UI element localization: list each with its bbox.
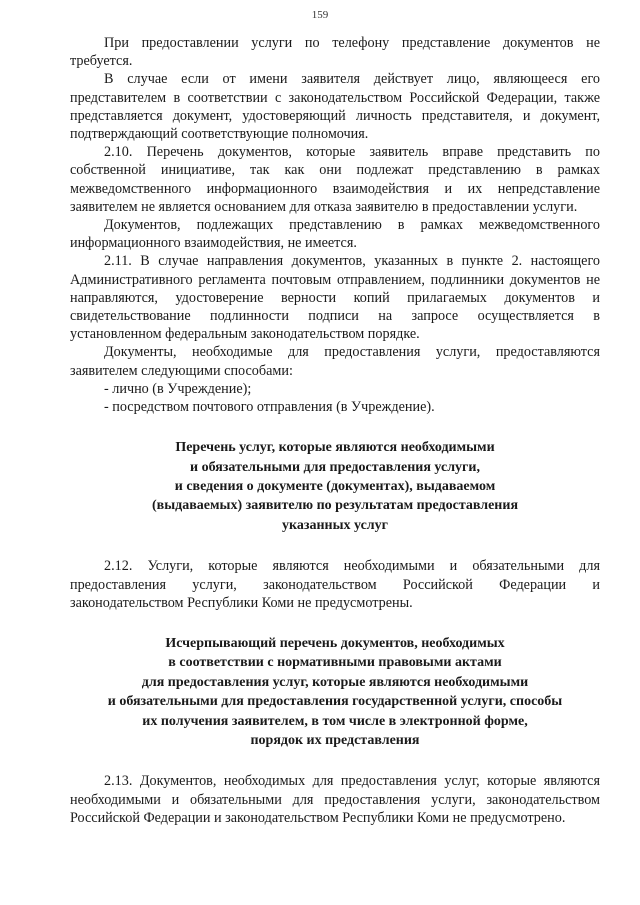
- heading-line: и обязательными для предоставления государственной услуги, способы: [107, 694, 563, 710]
- list-item: - посредством почтового отправления (в Учреждение).: [104, 399, 435, 416]
- list-item: - лично (в Учреждение);: [104, 380, 252, 397]
- paragraph: При предоставлении услуги по телефону представление документов не требуется.: [70, 35, 600, 70]
- section-heading-documents: [70, 634, 600, 750]
- paragraph: Документов, подлежащих представлению в рамках межведомственного информационного взаимодействия, не имеется.: [70, 217, 600, 252]
- paragraph-2-13: 2.13. Документов, необходимых для предоставления услуг, которые являются необходимыми и обязательными для предоставления услуги, законодательством Российской Федерации и законодательством Республики Коми не предусмотрено.: [70, 773, 600, 826]
- heading-line: (выдаваемых) заявителю по результатам предоставления: [151, 498, 519, 514]
- heading-line: указанных услуг: [281, 517, 389, 533]
- paragraph-2-10: 2.10. Перечень документов, которые заявитель вправе представить по собственной инициативе, так как они подлежат представлению в рамках межведомственного информационного взаимодействия и их непредставление заявителем не является основанием для отказа заявителю в предоставлении услуги.: [70, 144, 600, 215]
- paragraph-2-12: 2.12. Услуги, которые являются необходимыми и обязательными для предоставления услуги, законодательством Российской Федерации и законодательством Республики Коми не предусмотрены.: [70, 558, 600, 611]
- heading-line: Перечень услуг, которые являются необходимыми: [175, 440, 495, 456]
- section-heading-services: [70, 438, 600, 535]
- heading-line: для предоставления услуг, которые являются необходимыми: [141, 674, 529, 690]
- heading-line: порядок их представления: [250, 732, 420, 748]
- paragraph-2-11: 2.11. В случае направления документов, указанных в пункте 2. настоящего Административного регламента почтовым отправлением, подлинники документов не направляются, удостоверение верности копий прилагаемых документов и свидетельствование подлинности подписи на запросе осуществляется в установленном федеральным законодательством порядке.: [70, 253, 600, 343]
- paragraph: В случае если от имени заявителя действует лицо, являющееся его представителем в соответствии с законодательством Российской Федерации, также представляется документ, удостоверяющий личность представителя, и документ, подтверждающий соответствующие полномочия.: [70, 71, 600, 143]
- heading-line: и сведения о документе (документах), выдаваемом: [174, 479, 496, 495]
- heading-line: в соответствии с нормативными правовыми актами: [168, 655, 502, 671]
- heading-line: их получения заявителем, в том числе в электронной форме,: [142, 713, 528, 729]
- heading-line: Исчерпывающий перечень документов, необходимых: [165, 635, 505, 651]
- paragraph: Документы, необходимые для предоставления услуги, предоставляются заявителем следующими способами:: [70, 344, 600, 379]
- document-body: [70, 34, 600, 827]
- page-number: 159: [311, 9, 329, 21]
- heading-line: и обязательными для предоставления услуги,: [190, 459, 480, 475]
